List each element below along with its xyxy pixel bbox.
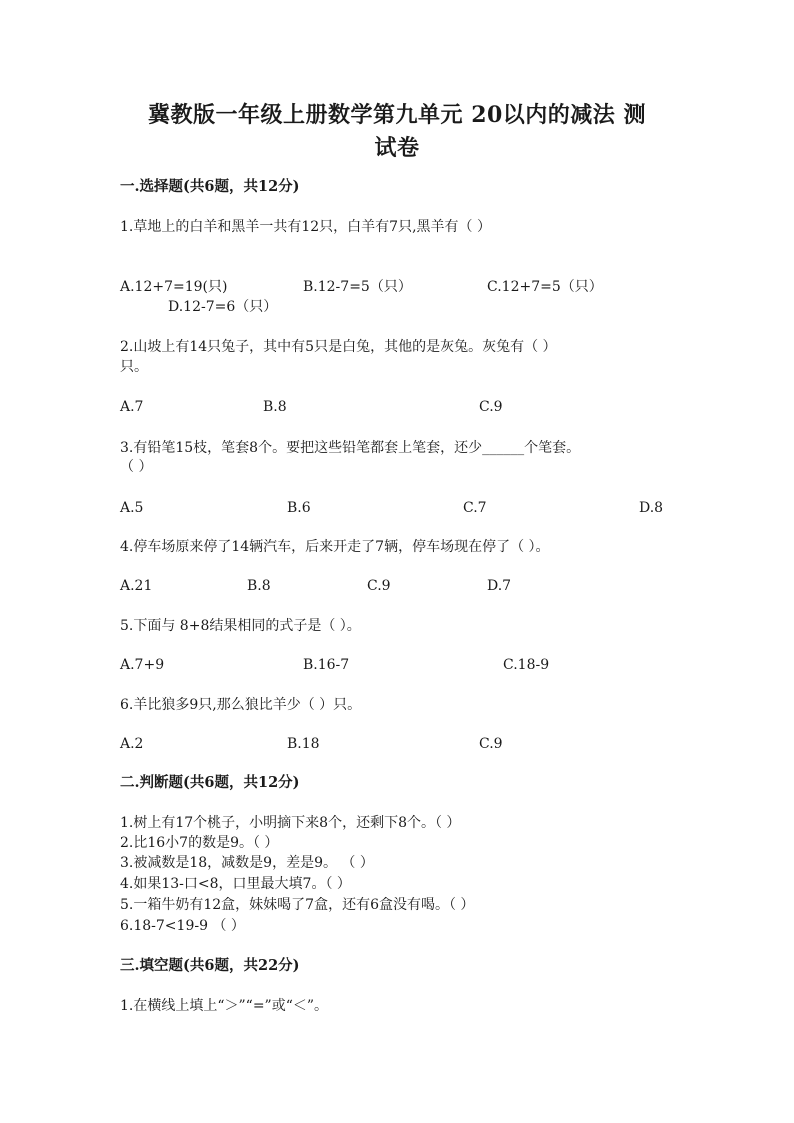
option-d: D.12-7=6（只） [168,299,278,315]
judge-item: 4.如果13-口<8，口里最大填7。（ ） [120,876,351,892]
question-stem: 1.在横线上填上“＞”“=”或“＜”。 [120,998,329,1014]
question-stem: 5.下面与 8+8结果相同的式子是（ ）。 [120,618,361,634]
page-title-line2: 试卷 [374,135,420,161]
judge-item: 1.树上有17个桃子，小明摘下来8个，还剩下8个。（ ） [120,815,461,831]
option-a: A.21 [120,578,153,594]
option-b: B.8 [247,578,271,594]
option-d: D.7 [487,578,512,594]
option-b: B.6 [287,500,311,516]
judge-item: 2.比16小7的数是9。（ ） [120,835,279,851]
question-stem: 6.羊比狼多9只,那么狼比羊少（ ）只。 [120,697,362,713]
judge-item: 5.一箱牛奶有12盒，妹妹喝了7盒，还有6盒没有喝。（ ） [120,897,475,913]
option-d: D.8 [639,500,664,516]
section-heading-judge: 二.判断题(共6题，共12分) [120,774,300,791]
option-a: A.2 [120,736,144,752]
option-a: A.7+9 [120,657,165,673]
option-c: C.7 [463,500,487,516]
question-stem: 4.停车场原来停了14辆汽车，后来开走了7辆，停车场现在停了（ ）。 [120,539,550,555]
question-stem: 3.有铅笔15枝，笔套8个。要把这些铅笔都套上笔套，还少______个笔套。 [120,440,581,456]
option-a: A.5 [120,500,144,516]
option-b: B.8 [263,399,287,415]
question-stem: 2.山坡上有14只兔子，其中有5只是白兔，其他的是灰兔。灰兔有（ ） [120,339,557,355]
option-a: A.7 [120,399,144,415]
option-c: C.18-9 [503,657,550,673]
option-c: C.12+7=5（只） [487,279,603,295]
option-a: A.12+7=19(只) [120,279,228,295]
option-c: C.9 [367,578,391,594]
question-stem: 1.草地上的白羊和黑羊一共有12只，白羊有7只,黑羊有（ ） [120,219,491,235]
judge-item: 3.被减数是18，减数是9，差是9。 （ ） [120,855,374,871]
judge-item: 6.18-7<19-9 （ ） [120,918,245,934]
option-c: C.9 [479,736,503,752]
option-b: B.18 [287,736,320,752]
section-heading-choice: 一.选择题(共6题，共12分) [120,178,300,195]
question-stem-continued: 只。 [120,359,148,375]
option-b: B.16-7 [303,657,350,673]
option-b: B.12-7=5（只） [303,279,412,295]
question-stem-continued: （ ） [120,459,153,475]
page-title-line1: 冀教版一年级上册数学第九单元 20以内的减法 测 [148,102,646,128]
section-heading-fill: 三.填空题(共6题，共22分) [120,957,300,974]
option-c: C.9 [479,399,503,415]
